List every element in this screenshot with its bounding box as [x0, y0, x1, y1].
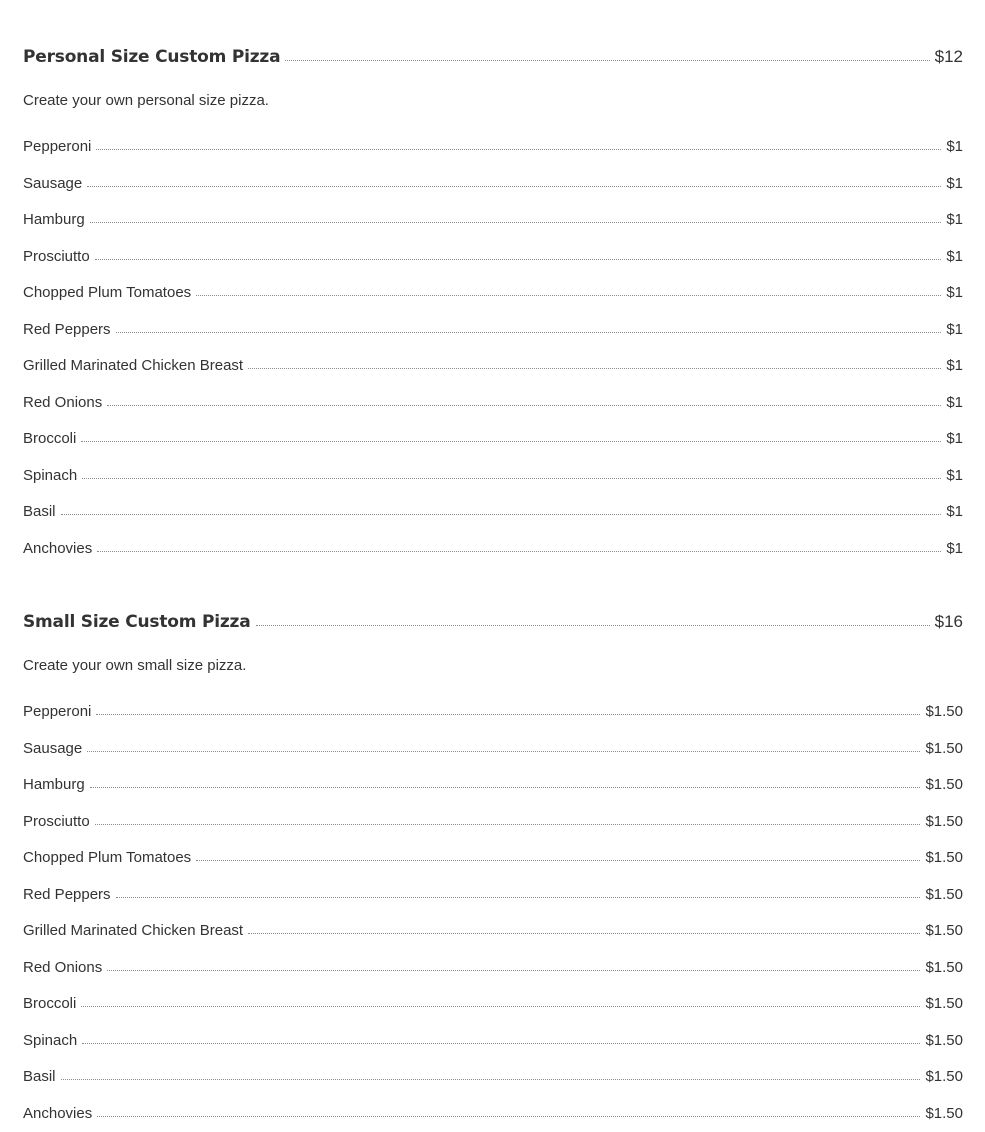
menu-item [23, 458, 963, 495]
item-price: $1 [946, 348, 963, 385]
section-description: Create your own small size pizza. [23, 656, 963, 676]
menu-item [23, 348, 963, 385]
dotted-leader [87, 751, 920, 752]
dotted-leader [90, 222, 942, 223]
item-price: $1 [946, 458, 963, 495]
item-name: Pepperoni [23, 129, 91, 166]
item-name: Basil [23, 494, 56, 531]
item-price: $1 [946, 312, 963, 349]
item-name: Chopped Plum Tomatoes [23, 275, 191, 312]
item-price: $1.50 [925, 1023, 963, 1060]
item-name: Red Peppers [23, 312, 111, 349]
item-name: Prosciutto [23, 804, 90, 841]
dotted-leader [196, 295, 941, 296]
item-price: $1 [946, 166, 963, 203]
item-name: Spinach [23, 1023, 77, 1060]
menu-item [23, 275, 963, 312]
dotted-leader [61, 514, 942, 515]
item-name: Sausage [23, 731, 82, 768]
menu-item [23, 1059, 963, 1096]
item-price: $1 [946, 531, 963, 568]
dotted-leader [256, 625, 930, 626]
item-price: $1.50 [925, 986, 963, 1023]
item-list [23, 129, 963, 567]
dotted-leader [248, 933, 920, 934]
item-price: $1 [946, 421, 963, 458]
menu-item [23, 494, 963, 531]
item-name: Hamburg [23, 767, 85, 804]
item-name: Red Onions [23, 385, 102, 422]
dotted-leader [96, 149, 941, 150]
item-price: $1.50 [925, 767, 963, 804]
item-price: $1.50 [925, 694, 963, 731]
menu-item [23, 767, 963, 804]
section-description: Create your own personal size pizza. [23, 91, 963, 111]
menu-item [23, 986, 963, 1023]
dotted-leader [90, 787, 921, 788]
item-price: $1.50 [925, 804, 963, 841]
menu-item [23, 840, 963, 877]
menu-item [23, 804, 963, 841]
dotted-leader [96, 714, 920, 715]
menu-item [23, 950, 963, 987]
menu-item [23, 166, 963, 203]
item-name: Red Peppers [23, 877, 111, 914]
dotted-leader [97, 1116, 920, 1117]
item-name: Pepperoni [23, 694, 91, 731]
dotted-leader [196, 860, 920, 861]
dotted-leader [116, 332, 942, 333]
dotted-leader [248, 368, 941, 369]
menu-item [23, 312, 963, 349]
item-name: Chopped Plum Tomatoes [23, 840, 191, 877]
item-name: Sausage [23, 166, 82, 203]
dotted-leader [81, 441, 941, 442]
menu-item [23, 877, 963, 914]
dotted-leader [61, 1079, 921, 1080]
dotted-leader [82, 1043, 920, 1044]
item-price: $1.50 [925, 877, 963, 914]
dotted-leader [285, 60, 929, 61]
item-price: $1.50 [925, 913, 963, 950]
section-title: Small Size Custom Pizza [23, 612, 251, 632]
dotted-leader [81, 1006, 920, 1007]
item-price: $1.50 [925, 840, 963, 877]
item-price: $1.50 [925, 950, 963, 987]
section-title-row [23, 47, 963, 77]
menu-item [23, 1096, 963, 1132]
section-price: $16 [935, 612, 963, 632]
item-price: $1.50 [925, 1059, 963, 1096]
section-title: Personal Size Custom Pizza [23, 47, 280, 67]
item-price: $1 [946, 202, 963, 239]
item-name: Broccoli [23, 986, 76, 1023]
dotted-leader [95, 824, 921, 825]
item-name: Broccoli [23, 421, 76, 458]
item-price: $1 [946, 494, 963, 531]
dotted-leader [82, 478, 941, 479]
menu-item [23, 202, 963, 239]
item-name: Anchovies [23, 531, 92, 568]
dotted-leader [116, 897, 921, 898]
menu-item [23, 385, 963, 422]
item-name: Red Onions [23, 950, 102, 987]
item-price: $1 [946, 239, 963, 276]
menu-item [23, 129, 963, 166]
item-list [23, 694, 963, 1132]
section-price: $12 [935, 47, 963, 67]
section-title-row [23, 612, 963, 642]
menu-item [23, 731, 963, 768]
item-name: Basil [23, 1059, 56, 1096]
menu-item [23, 694, 963, 731]
dotted-leader [95, 259, 942, 260]
dotted-leader [87, 186, 941, 187]
item-price: $1 [946, 129, 963, 166]
item-name: Grilled Marinated Chicken Breast [23, 913, 243, 950]
menu-item [23, 913, 963, 950]
dotted-leader [97, 551, 941, 552]
menu-section-small [23, 612, 963, 1132]
menu-item [23, 531, 963, 568]
item-price: $1 [946, 385, 963, 422]
item-name: Prosciutto [23, 239, 90, 276]
item-name: Hamburg [23, 202, 85, 239]
item-price: $1.50 [925, 731, 963, 768]
menu-item [23, 421, 963, 458]
menu-item [23, 239, 963, 276]
dotted-leader [107, 405, 941, 406]
menu-section-personal [23, 47, 963, 567]
item-price: $1.50 [925, 1096, 963, 1132]
item-name: Anchovies [23, 1096, 92, 1132]
item-name: Spinach [23, 458, 77, 495]
menu-item [23, 1023, 963, 1060]
item-price: $1 [946, 275, 963, 312]
dotted-leader [107, 970, 920, 971]
item-name: Grilled Marinated Chicken Breast [23, 348, 243, 385]
